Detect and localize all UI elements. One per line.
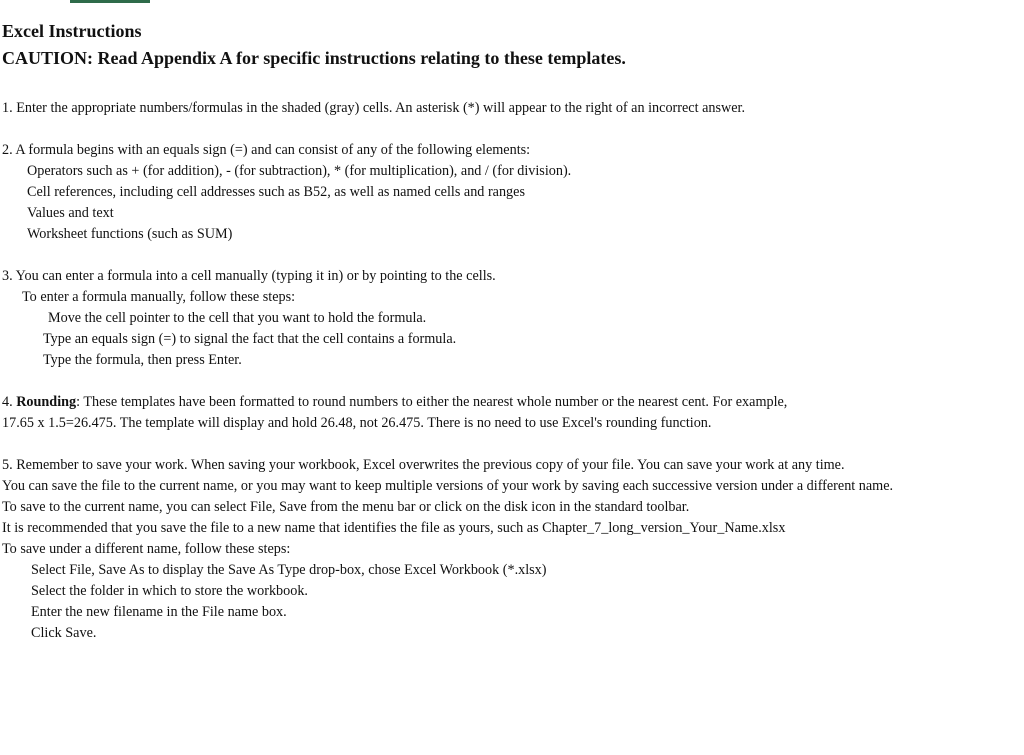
page-title: Excel Instructions <box>2 21 142 41</box>
instruction-5-step: Click Save. <box>31 625 97 641</box>
instruction-2-line: Worksheet functions (such as SUM) <box>27 226 233 242</box>
instruction-2-line: Operators such as + (for addition), - (for subtraction), * (for multiplication), and / (for division). <box>27 163 572 179</box>
instruction-5-line: It is recommended that you save the file to a new name that identifies the file as yours, such as Chapter_7_long_version_Your_Name.xlsx <box>2 520 786 536</box>
instruction-2-line: Cell references, including cell addresses such as B52, as well as named cells and ranges <box>27 184 525 200</box>
instruction-4-number: 4. <box>2 394 13 410</box>
instruction-3-step: Type an equals sign (=) to signal the fact that the cell contains a formula. <box>43 331 457 347</box>
instruction-2-intro: 2. A formula begins with an equals sign (=) and can consist of any of the following elements: <box>2 142 531 158</box>
instruction-1: 1. Enter the appropriate numbers/formulas in the shaded (gray) cells. An asterisk (*) will appear to the right of an incorrect answer. <box>2 100 746 116</box>
instruction-3-intro: 3. You can enter a formula into a cell manually (typing it in) or by pointing to the cells. <box>2 268 496 284</box>
caution-heading: CAUTION: Read Appendix A for specific instructions relating to these templates. <box>2 48 626 68</box>
instruction-5-step: Select File, Save As to display the Save As Type drop-box, chose Excel Workbook (*.xlsx) <box>31 562 547 578</box>
instruction-5-line: 5. Remember to save your work. When saving your workbook, Excel overwrites the previous copy of your file. You can save your work at any time. <box>2 457 845 473</box>
sheet-tab-indicator <box>70 0 150 3</box>
instruction-5-line: To save under a different name, follow these steps: <box>2 541 291 557</box>
instruction-3-sub: To enter a formula manually, follow these steps: <box>22 289 296 305</box>
instruction-5-line: To save to the current name, you can select File, Save from the menu bar or click on the disk icon in the standard toolbar. <box>2 499 690 515</box>
rounding-label: Rounding <box>16 394 77 410</box>
instruction-5-line: You can save the file to the current name, or you may want to keep multiple versions of your work by saving each successive version under a different name. <box>2 478 894 494</box>
instruction-4-line2: 17.65 x 1.5=26.475. The template will display and hold 26.48, not 26.475. There is no need to use Excel's rounding function. <box>2 415 712 431</box>
instruction-3-step: Move the cell pointer to the cell that you want to hold the formula. <box>48 310 427 326</box>
instruction-3-step: Type the formula, then press Enter. <box>43 352 242 368</box>
instruction-5-step: Select the folder in which to store the workbook. <box>31 583 308 599</box>
instruction-5-step: Enter the new filename in the File name box. <box>31 604 287 620</box>
instruction-4-text: : These templates have been formatted to round numbers to either the nearest whole number or the nearest cent. For example, <box>76 394 788 410</box>
instruction-4 <box>2 393 787 411</box>
instruction-2-line: Values and text <box>27 205 114 221</box>
